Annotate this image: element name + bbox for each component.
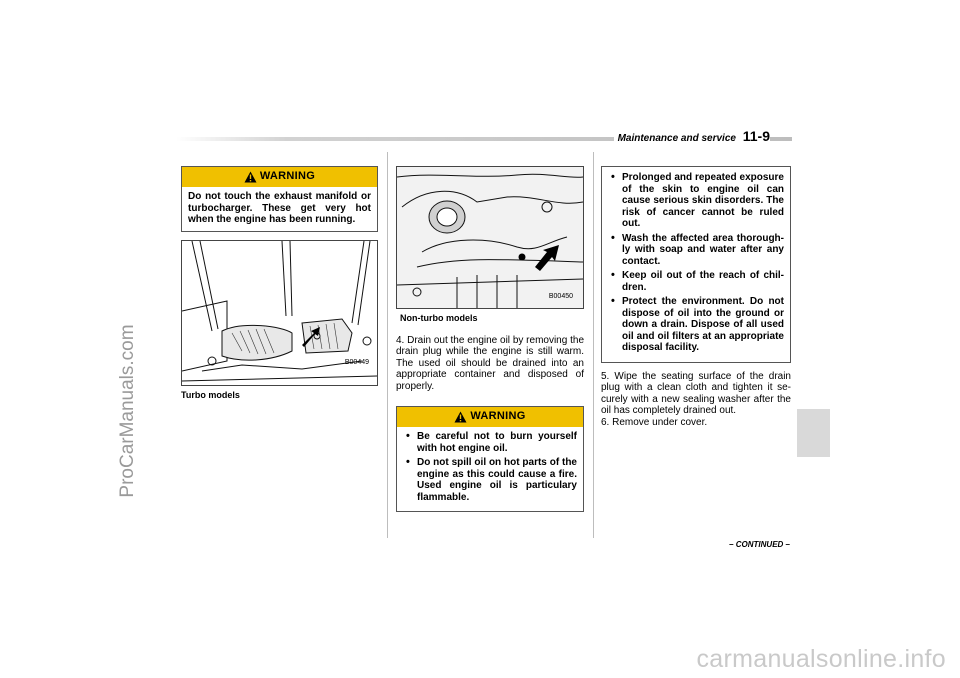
continued-marker: – CONTINUED – <box>729 540 790 549</box>
figure-code: B00450 <box>548 292 573 300</box>
warning-item: • Keep oil out of the reach of chil-dren. <box>608 270 784 293</box>
step-5: 5. Wipe the seating surface of the drain plug with a clean cloth and tighten it se-curely with a new sealing washer after the oil has completely drained out. <box>601 370 791 416</box>
warning-item: • Wash the affected area thorough-ly with soap and water after any contact. <box>608 233 784 268</box>
figure-caption: Turbo models <box>181 389 240 400</box>
warning-box-hot-oil <box>396 406 584 512</box>
warning-heading: WARNING <box>397 407 583 427</box>
right-column <box>601 166 791 428</box>
page-header <box>614 128 770 144</box>
section-title: Maintenance and service <box>617 133 736 144</box>
warning-triangle-icon <box>454 411 467 423</box>
left-column <box>181 166 378 401</box>
non-turbo-engine-figure <box>396 166 584 309</box>
warning-list <box>602 167 790 362</box>
warning-item: • Do not spill oil on hot parts of the engine as this could cause a fire. Used engine oil is particulary flammable. <box>403 457 577 503</box>
column-divider-2 <box>593 152 594 538</box>
warning-item: • Protect the environment. Do not dispose of oil into the ground or down a drain. Dispose of all used oil and oil filters at an appropriate disposal facility. <box>608 296 784 354</box>
warning-item: • Prolonged and repeated exposure of the skin to engine oil can cause serious skin disorders. The risk of cancer cannot be ruled out. <box>608 172 784 230</box>
watermark-carmanualsonline: carmanualsonline.info <box>696 645 946 673</box>
column-divider-1 <box>387 152 388 538</box>
step-6: 6. Remove under cover. <box>601 416 708 428</box>
warning-text: Do not touch the exhaust manifold or turbocharger. These get very hot when the engine has been running. <box>188 191 371 225</box>
middle-column <box>396 166 584 512</box>
turbo-engine-figure <box>181 240 378 386</box>
watermark-procarmanuals: ProCarManuals.com <box>117 324 138 498</box>
warning-box-skin-contact <box>601 166 791 363</box>
warning-heading: WARNING <box>182 167 377 187</box>
figure-caption: Non-turbo models <box>400 313 478 323</box>
figure-code: B00449 <box>344 359 369 366</box>
warning-list <box>397 427 583 511</box>
warning-triangle-icon <box>244 171 257 183</box>
step-4: 4. Drain out the engine oil by removing the drain plug while the engine is still warm. The used oil should be drained into an appropriate container and disposed of properly. <box>396 334 584 392</box>
chapter-tab-marker <box>797 409 830 457</box>
warning-box-exhaust <box>181 166 378 232</box>
page-number: 11-9 <box>742 128 770 144</box>
non-turbo-engine-illustration <box>397 167 583 308</box>
warning-item: • Be careful not to burn yourself with hot engine oil. <box>403 431 577 454</box>
